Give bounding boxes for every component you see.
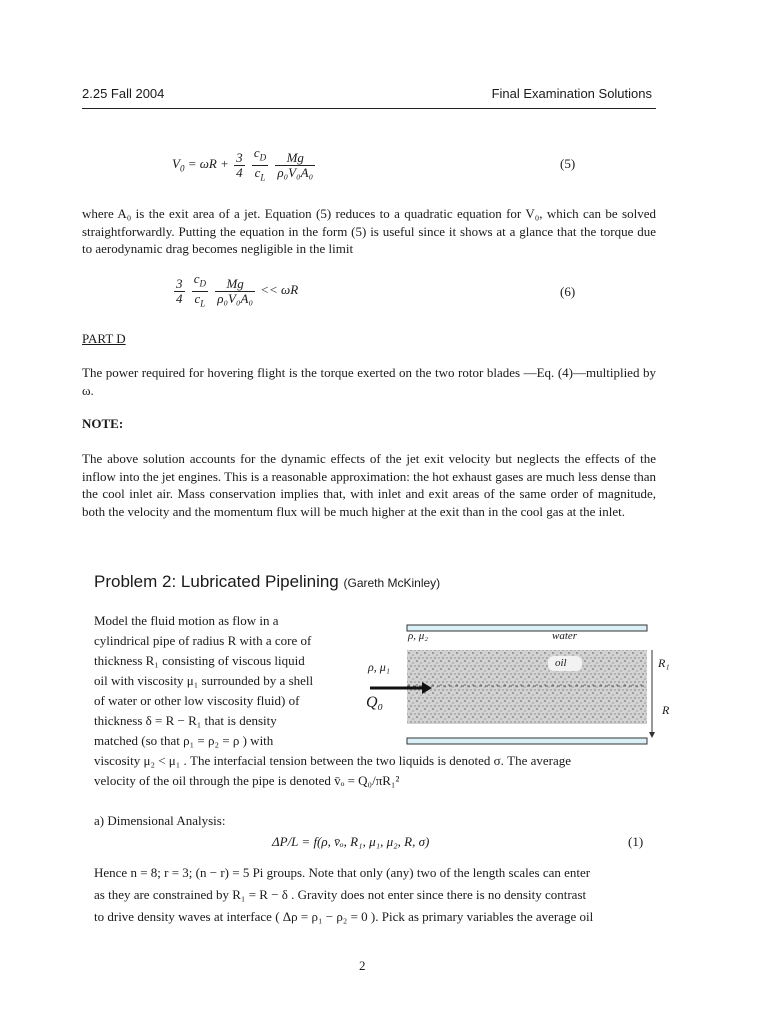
problem-author: (Gareth McKinley) [343,576,441,590]
part-d-heading: PART D [82,331,126,346]
paragraph-1: where A₀ is the exit area of a jet. Equation (5) reduces to a quadratic equation for V₀, which can be solved straightforwardly. Putting the equation in the form (5) is useful since it shows at a glance that the torque due to aerodynamic drag becomes negligible in the limit [82,206,656,257]
fig-text-line: thickness R₁ consisting of viscous liquid [94,653,305,668]
page-number: 2 [359,958,366,973]
problem-title: Problem 2: Lubricated Pipelining (Gareth McKinley) [94,572,441,591]
equation-1-number: (1) [628,834,644,849]
pipe-wall-bottom [407,738,647,744]
eq6-frac3: $\frac{Mg}{\text{ρ₀V₀A₀}}$ [217,275,253,306]
paragraph-5-line: to drive density waves at interface ( Δρ = ρ₁ − ρ₂ = 0 ). Pick as primary variables the average oil [94,909,594,924]
equation-5-number: (5) [560,156,576,171]
equation-5 [172,146,317,184]
item-a: a) Dimensional Analysis: [94,813,226,828]
equation-6 [172,272,298,310]
header-right: Final Examination Solutions [491,86,652,101]
fig-text-line: matched (so that ρ₁ = ρ₂ = ρ ) with [94,733,274,748]
label-rho-mu2: ρ, μ₂ [408,630,429,642]
eq6-rhs: << ωR [256,282,299,298]
header-rule [82,108,656,109]
fig-text-line: oil with viscosity μ₁ surrounded by a shell [94,673,314,688]
fig-text-line: Model the fluid motion as flow in a [94,613,279,628]
paragraph-3: The above solution accounts for the dynamic effects of the jet exit velocity but neglects the effects of the inflow into the jet engines. This is a reasonable approximation: the hot exhaust gases are much less dense than the cool inlet air. Mass conservation implies that, with inlet and exit areas of the same order of magnitude, both the velocity and the momentum flux will be much higher at the exit than in the cool gas at the inlet. [82,451,656,519]
pipe-diagram [360,620,670,752]
label-water: water [552,630,578,642]
paragraph-2: The power required for hovering flight is the torque exerted on the two rotor blades —Eq. (4)—multiplied by ω. [82,365,656,398]
paragraph-4-line-1: viscosity μ₂ < μ₁ . The interfacial tension between the two liquids is denoted σ. The average [94,753,572,768]
paragraph-5-line: as they are constrained by R₁ = R − δ . Gravity does not enter since there is no density contrast [94,887,587,902]
header-left: 2.25 Fall 2004 [82,86,165,101]
r-arrow-head [649,732,655,738]
eq5-frac1: $\frac{3}{4}$ [236,149,243,180]
label-r1: R₁ [658,656,670,670]
paragraph-4-line-2: velocity of the oil through the pipe is denoted v̄ₒ = Q₀/πR₁² [94,773,400,788]
label-r: R [662,703,670,717]
eq5-frac3: $\frac{Mg}{\text{ρ₀V₀A₀}}$ [277,149,314,180]
fig-text-line: cylindrical pipe of radius R with a core of [94,633,312,648]
eq6-frac2: $\frac{c_D}{c_L}$ [193,271,207,309]
fig-text-line: of water or other low viscosity fluid) of [94,693,300,708]
label-rho-mu1: ρ, μ₁ [368,660,390,674]
pipe-wall-top [407,625,647,631]
label-q0: Q₀ [366,694,384,711]
eq5-lhs: $V_0$ [172,156,185,174]
eq5-mid: = ωR + [184,156,233,172]
equation-1: ΔP/L = f(ρ, v̄ₒ, R₁, μ₁, μ₂, R, σ) [272,834,430,849]
label-oil: oil [555,657,567,669]
eq6-frac1: $\frac{3}{4}$ [176,275,183,306]
oil-core [407,650,647,724]
paragraph-5-line: Hence n = 8; r = 3; (n − r) = 5 Pi groups. Note that only (any) two of the length scales can enter [94,865,591,880]
equation-6-number: (6) [560,284,576,299]
fig-text-line: thickness δ = R − R₁ that is density [94,713,277,728]
note-heading: NOTE: [82,416,124,431]
eq5-frac2: $\frac{c_D}{c_L}$ [253,145,267,183]
